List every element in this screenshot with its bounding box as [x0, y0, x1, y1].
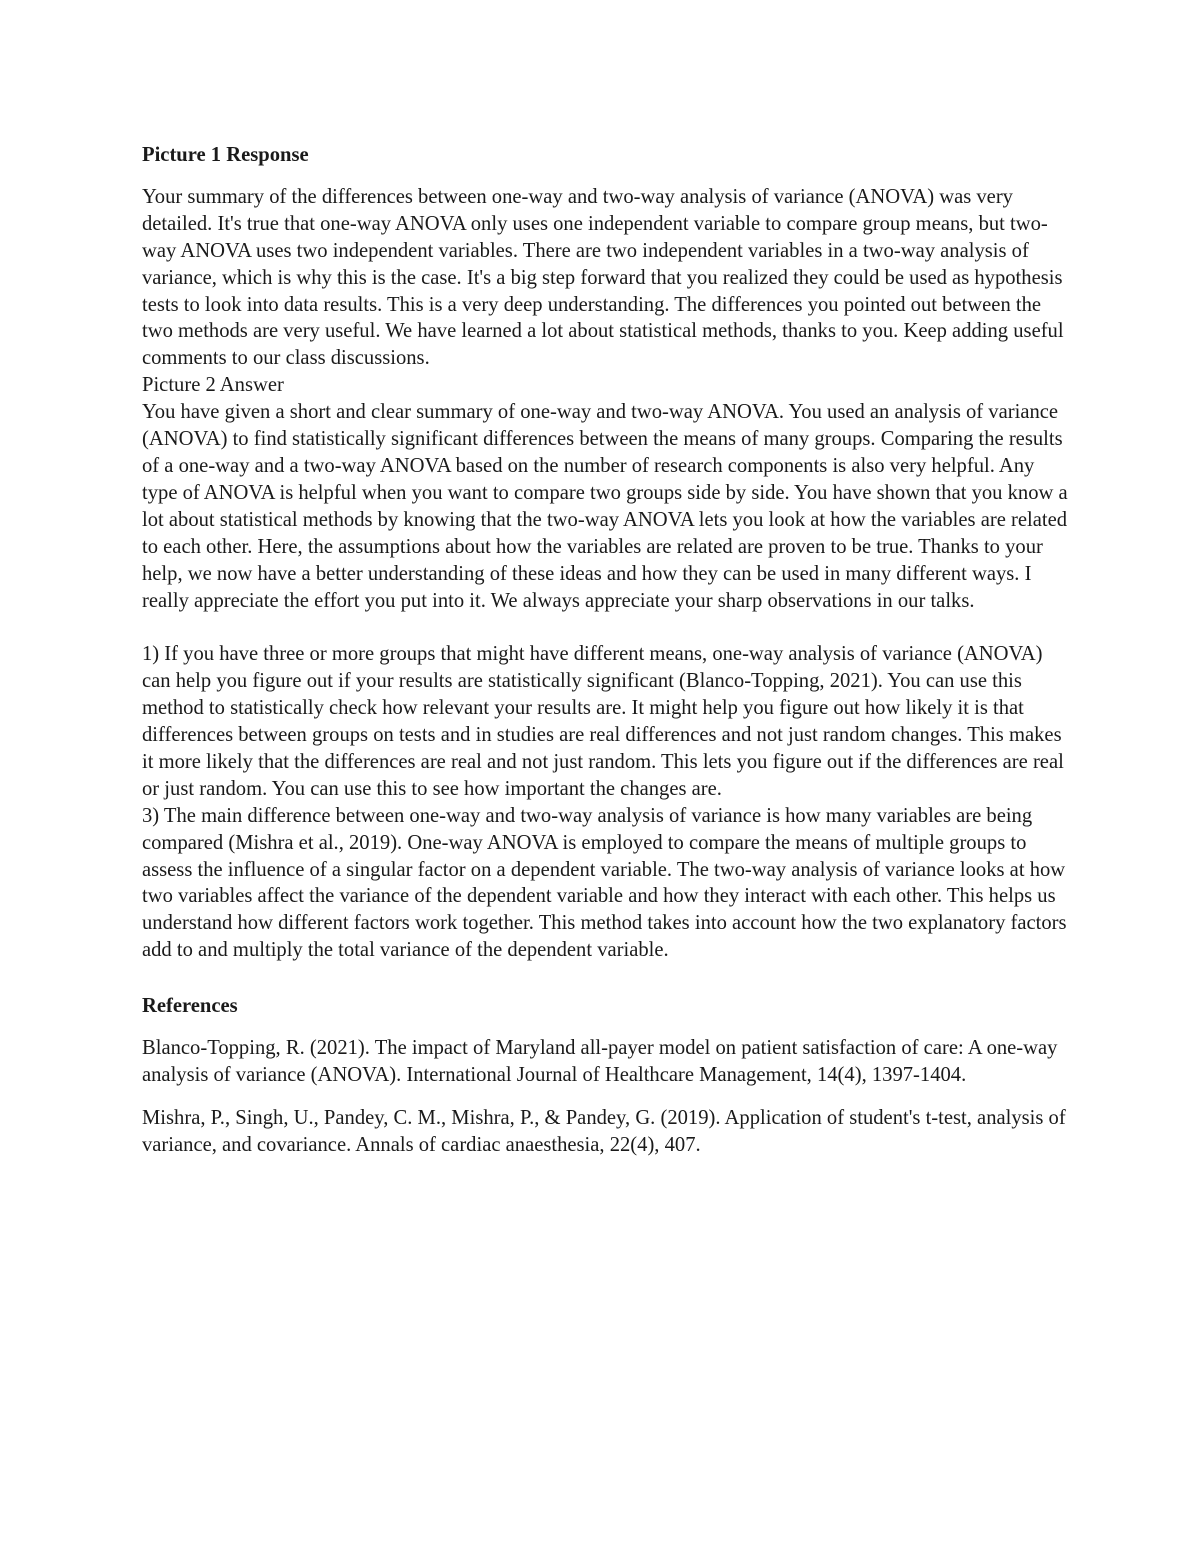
section-2-body: You have given a short and clear summary of one-way and two-way ANOVA. You used an analysis of variance (ANOVA) to find statistically significant differences between the means of many groups. Comparing the results of a one-way and a two-way ANOVA based on the number of research components is also very helpful. Any type of ANOVA is helpful when you want to compare two groups side by side. You have shown that you know a lot about statistical methods by knowing that the two-way ANOVA lets you look at how the variables are related to each other. Here, the assumptions about how the variables are related are proven to be true. Thanks to your help, we now have a better understanding of these ideas and how they can be used in many different ways. I really appreciate the effort you put into it. We always appreciate your sharp observations in our talks. [142, 401, 1068, 612]
reference-item: Blanco-Topping, R. (2021). The impact of Maryland all-payer model on patient satisfaction of care: A one-way analysis of variance (ANOVA). International Journal of Healthcare Management, 14(4), 1397-1404. [142, 1037, 1058, 1086]
reference-item: Mishra, P., Singh, U., Pandey, C. M., Mishra, P., & Pandey, G. (2019). Application of student's t-test, analysis of variance, and covariance. Annals of cardiac anaesthesia, 22(4), 407. [142, 1106, 1066, 1156]
section-2-heading: Picture 2 Answer [142, 374, 284, 397]
references-heading: References [142, 995, 238, 1018]
blank-line [142, 614, 1072, 641]
document-page [142, 142, 1072, 1175]
answer-1: 1) If you have three or more groups that might have different means, one-way analysis of variance (ANOVA) can help you figure out if your results are statistically significant (Blanco-Topping, 2021). You can use this method to statistically check how relevant your results are. It might help you figure out how likely it is that differences between groups on tests and in studies are real differences and not just random changes. This makes it more likely that the differences are real and not just random. This lets you figure out if the differences are real or just random. You can use this to see how important the changes are. [142, 643, 1064, 800]
section-1-body: Your summary of the differences between one-way and two-way analysis of variance (ANOVA) was very detailed. It's true that one-way ANOVA only uses one independent variable to compare group means, but two-way ANOVA uses two independent variables. There are two independent variables in a two-way analysis of variance, which is why this is the case. It's a big step forward that you realized they could be used as hypothesis tests to look into data results. This is a very deep understanding. The differences you pointed out between the two methods are very useful. We have learned a lot about statistical methods, thanks to you. Keep adding useful comments to our class discussions. [142, 185, 1064, 370]
section-1-heading: Picture 1 Response [142, 144, 309, 166]
answer-3: 3) The main difference between one-way and two-way analysis of variance is how many variables are being compared (Mishra et al., 2019). One-way ANOVA is employed to compare the means of multiple groups to assess the influence of a singular factor on a dependent variable. The two-way analysis of variance looks at how two variables affect the variance of the dependent variable and how they interact with each other. This helps us understand how different factors work together. This method takes into account how the two explanatory factors add to and multiply the total variance of the dependent variable. [142, 804, 1067, 962]
